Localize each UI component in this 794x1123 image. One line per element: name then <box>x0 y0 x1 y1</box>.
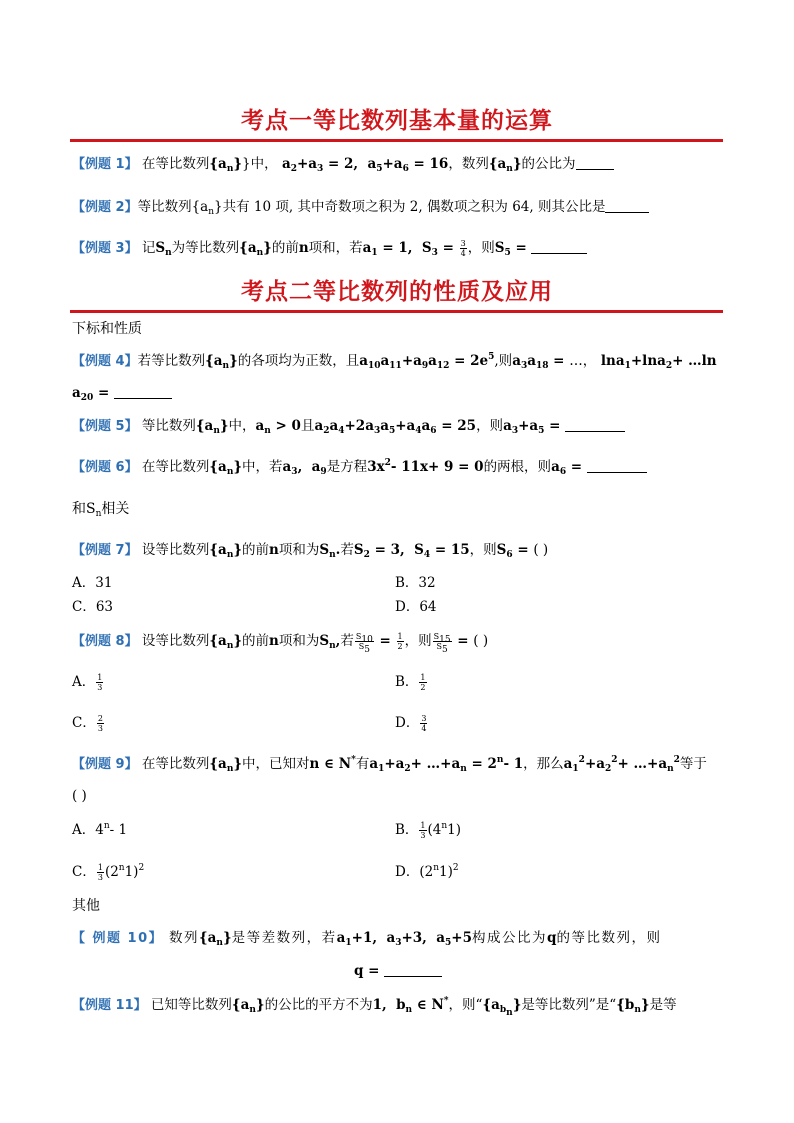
answer-blank[interactable] <box>384 962 442 977</box>
example-5-tag: 【例题 5】 <box>72 419 138 434</box>
example-8-option-a[interactable]: A． $\frac{1}{3}$ <box>72 673 103 692</box>
example-9-paren: ( ) <box>72 788 87 804</box>
example-4-cont: $a_{20}$ = <box>72 383 172 403</box>
example-1-tag: 【例题 1】 <box>72 157 138 172</box>
example-9-text-2: 中，已知对 <box>242 756 310 772</box>
example-11-text: 已知等比数列 <box>150 997 232 1013</box>
example-8-option-b[interactable]: B． $\frac{1}{2}$ <box>395 673 426 692</box>
example-5-text-4: ，则 <box>476 418 504 434</box>
section-2-title: 考点二等比数列的性质及应用 <box>241 279 553 305</box>
example-2-text: 等比数列{a <box>137 199 209 215</box>
example-3-text-5: ，则 <box>467 240 495 256</box>
example-8-option-d[interactable]: D． $\frac{3}{4}$ <box>395 714 427 733</box>
answer-blank[interactable] <box>605 198 649 213</box>
example-3-text: 记 <box>141 240 156 256</box>
example-4-text-2: 的各项均为正数，且 <box>237 353 360 369</box>
example-1-text-3: ，数列 <box>448 156 489 172</box>
example-8: 【例题 8】 设等比数列$\{a_n\}$的前n项和为$S_n$,若 $\frac{S_{10}}{S_5}$ = $\frac{1}{2}$ ，则 $\frac{S_{15}}{S_5}$ = ( ) <box>72 632 489 655</box>
example-1-text-4: 的公比为 <box>521 156 576 172</box>
option-letter: B． <box>395 674 419 690</box>
example-7-text-5: ，则 <box>469 542 497 558</box>
example-10-tag: 【 例题 10】 <box>72 931 164 946</box>
example-7-option-d[interactable]: D．64 <box>395 599 437 615</box>
example-6-text-3: 是方程 <box>326 459 368 475</box>
example-6-text-2: 中，若 <box>242 459 283 475</box>
example-7-tag: 【例题 7】 <box>72 543 138 558</box>
example-6: 【例题 6】 在等比数列$\{a_n\}$中，若$a_3$, $a_9$是方程$3x^2-$ 11x+ 9 = 0的两根，则$a_6$ = <box>72 457 647 478</box>
example-5: 【例题 5】 等比数列$\{a_n\}$中，$a_n > 0$且$a_2a_4+2a_3a_5+a_4a_6 = 25$，则$a_3+a_5$ = <box>72 416 625 437</box>
subheading-sn-related: 和$S_n$相关 <box>72 501 130 519</box>
example-9-option-c[interactable]: C． $\frac{1}{3}$ $(2^n1)^2$ <box>72 863 145 882</box>
example-7-text-4: 若 <box>340 542 354 558</box>
example-8-text-2: 的前 <box>242 633 270 649</box>
example-10-text-4: 的等比数列，则 <box>556 930 662 946</box>
example-9-text-3: 有 <box>355 756 370 772</box>
example-6-text: 在等比数列 <box>141 459 210 475</box>
example-3-tag: 【例题 3】 <box>72 241 138 256</box>
example-10: 【 例题 10】 数列$\{a_n\}$是等差数列，若$a_1+1$, $a_3+3$, $a_5+5$构成公比为q的等比数列，则 <box>72 930 662 948</box>
example-7-option-c[interactable]: C．63 <box>72 599 114 615</box>
section-1-title: 考点一等比数列基本量的运算 <box>241 108 553 134</box>
example-10-text: 数列 <box>168 930 199 946</box>
example-11-tag: 【例题 11】 <box>72 998 147 1013</box>
example-2-tag: 【例题 2】 <box>72 200 138 215</box>
example-2: 【例题 2】等比数列$\{a_n\}$共有 10 项, 其中奇数项之积为 2, 偶数项之积为 64, 则其公比是 <box>72 197 649 218</box>
example-3-text-3: 的前 <box>271 240 299 256</box>
section-1-rule <box>70 139 723 142</box>
example-7-option-b[interactable]: B．32 <box>395 575 436 591</box>
example-2-text-2: }共有 10 项, 其中奇数项之积为 2, 偶数项之积为 64, 则其公比是 <box>214 199 606 215</box>
example-9: 【例题 9】 在等比数列$\{a_n\}$中，已知对n ∈ N*有$a_1+a_2+$ $\dots+a_n = 2^n-$ 1，那么$a_1^2+a_2^2+$ $\dots+a_n^2$等于 <box>72 755 707 774</box>
example-9-text: 在等比数列 <box>141 756 210 772</box>
example-9-tag: 【例题 9】 <box>72 757 138 772</box>
example-9-option-d[interactable]: D．$(2^n1)^2$ <box>395 863 459 880</box>
example-6-tag: 【例题 6】 <box>72 460 138 475</box>
example-8-option-c[interactable]: C． $\frac{2}{3}$ <box>72 714 103 733</box>
option-letter: A． <box>72 674 96 690</box>
option-letter: D． <box>395 715 420 731</box>
example-1: 【例题 1】 在等比数列$\{a_n\}$}中， $a_2+a_3 = 2$, $a_5+a_6 = 16$，数列$\{a_n\}$的公比为 <box>72 154 614 175</box>
example-7-text-6: ( ) <box>533 542 549 558</box>
example-4-text-3: ,则 <box>494 353 513 369</box>
example-11-text-4: 是等比数列”是“ <box>521 997 617 1013</box>
example-8-text-5: ，则 <box>404 633 432 649</box>
example-4: 【例题 4】若等比数列$\{a_n\}$的各项均为正数，且$a_{10}a_{11}+a_9a_{12} = 2e^5$,则$a_3a_{18}$ = …， lna$_1$+lna$_2$+ …ln <box>72 352 717 371</box>
example-9-option-b[interactable]: B． $\frac{1}{3}$ (4$^n$1) <box>395 821 462 840</box>
answer-blank[interactable] <box>576 155 614 170</box>
example-11: 【例题 11】 已知等比数列$\{a_n\}$的公比的平方不为1, $b_n$ ∈ N*，则“$\{a_{b_n}\}$是等比数列”是“$\{b_n\}$是等 <box>72 996 677 1018</box>
example-7: 【例题 7】 设等比数列$\{a_n\}$的前n项和为$S_n$.若$S_2 = 3$, $S_4 = 15$，则$S_6$ = ( ) <box>72 542 549 560</box>
example-1-text: 在等比数列 <box>141 156 210 172</box>
example-7-text-3: 项和为 <box>278 542 320 558</box>
example-8-text-6: ( ) <box>473 633 489 649</box>
example-1-text-2: }中， <box>242 156 278 172</box>
example-9-text-4: ，那么 <box>523 756 564 772</box>
subheading-subscript-property: 下标和性质 <box>72 321 142 337</box>
example-5-text-3: 且 <box>300 418 315 434</box>
example-4-tag: 【例题 4】 <box>72 354 138 369</box>
example-4-text-4: …， <box>569 353 597 369</box>
example-10-text-3: 构成公比为 <box>472 930 548 946</box>
option-letter: C． <box>72 715 96 731</box>
answer-blank[interactable] <box>565 417 625 432</box>
example-8-text: 设等比数列 <box>141 633 210 649</box>
example-7-text: 设等比数列 <box>141 542 210 558</box>
example-8-tag: 【例题 8】 <box>72 634 138 649</box>
option-letter: D． <box>395 864 420 880</box>
answer-blank[interactable] <box>531 239 587 254</box>
subheading-text: 和 <box>72 501 86 517</box>
option-letter: A． <box>72 822 96 838</box>
answer-blank[interactable] <box>587 458 647 473</box>
section-2-rule <box>70 310 723 313</box>
subheading-other: 其他 <box>72 898 100 914</box>
example-8-text-4: 若 <box>340 633 354 649</box>
example-5-text-2: 中， <box>228 418 256 434</box>
answer-blank[interactable] <box>114 384 172 399</box>
option-letter: C． <box>72 864 96 880</box>
example-3-text-2: 为等比数列 <box>171 240 240 256</box>
option-letter: B． <box>395 822 419 838</box>
example-5-text: 等比数列 <box>141 418 196 434</box>
example-3-text-4: 项和，若 <box>308 240 363 256</box>
example-11-text-3: ，则“ <box>448 997 483 1013</box>
example-10-answer: q = <box>354 961 442 981</box>
example-10-text-2: 是等差数列，若 <box>231 930 337 946</box>
example-7-text-2: 的前 <box>242 542 270 558</box>
example-9-option-a[interactable]: A．4$^n$- 1 <box>72 821 128 838</box>
example-8-text-3: 项和为 <box>278 633 320 649</box>
example-7-option-a[interactable]: A．31 <box>72 575 113 591</box>
example-6-text-4: 的两根，则 <box>483 459 552 475</box>
subheading-text-2: 相关 <box>101 501 130 517</box>
example-11-text-2: 的公比的平方不为 <box>264 997 373 1013</box>
example-4-text: 若等比数列 <box>137 353 206 369</box>
example-3: 【例题 3】 记$S_n$为等比数列$\{a_n\}$的前n项和，若$a_1 = 1$, $S_3$ = $\frac{3}{4}$ ，则$S_5$ = <box>72 238 587 259</box>
example-9-text-5: 等于 <box>679 756 707 772</box>
example-11-text-5: 是等 <box>649 997 677 1013</box>
